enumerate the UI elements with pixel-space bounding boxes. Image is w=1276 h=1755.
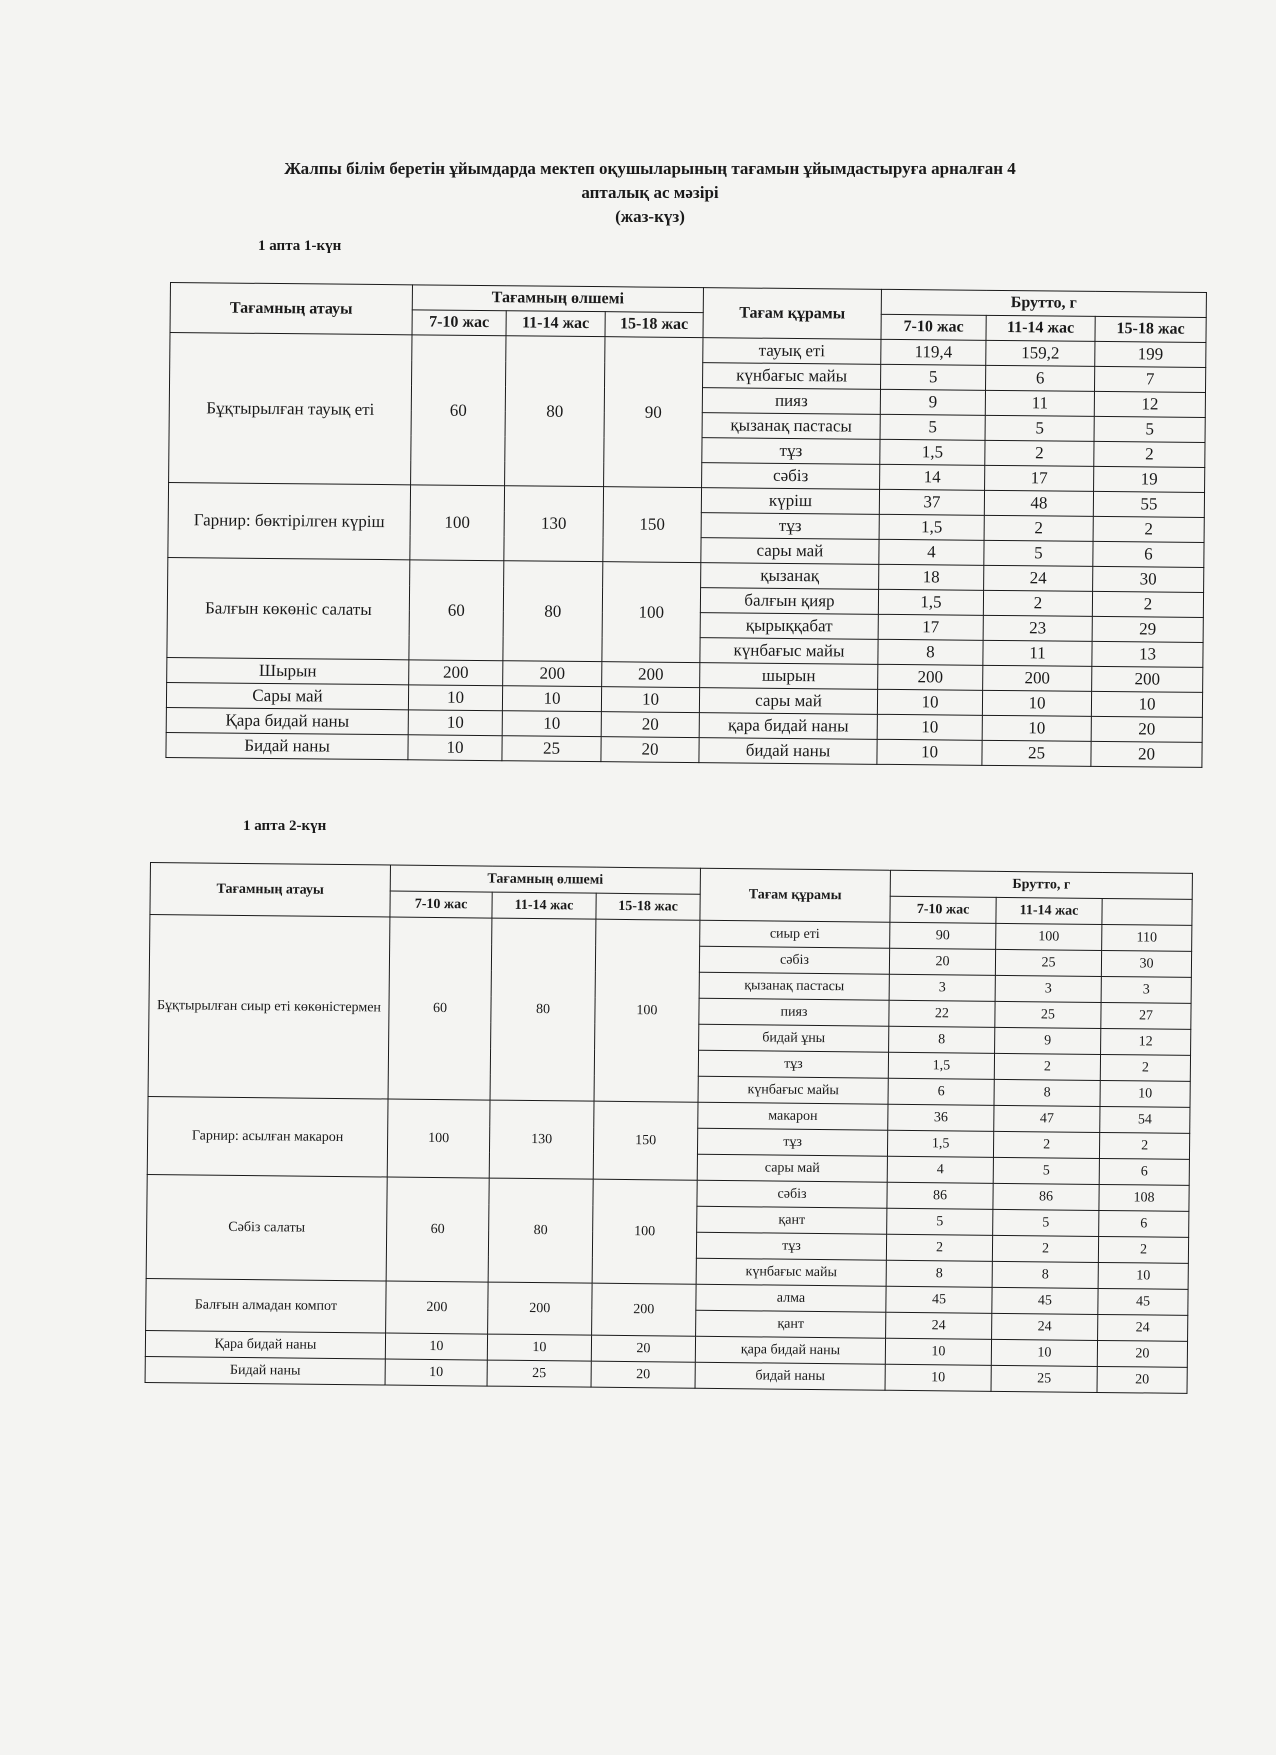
- portion-7-10: 10: [408, 735, 502, 761]
- header-age-15-18: 15-18 жас: [1095, 316, 1206, 342]
- portion-7-10: 60: [411, 335, 506, 486]
- brutto-11-14: 5: [985, 415, 1094, 441]
- ingredient-name: тұз: [696, 1232, 886, 1260]
- brutto-7-10: 10: [885, 1364, 991, 1391]
- portion-11-14: 10: [502, 711, 601, 737]
- brutto-11-14: 2: [983, 590, 1092, 616]
- brutto-15-18: 200: [1092, 666, 1203, 692]
- brutto-11-14: 5: [993, 1209, 1099, 1236]
- ingredient-name: пияз: [702, 388, 880, 415]
- day-1-menu-table: [165, 282, 1207, 768]
- header-age-11-14: 11-14 жас: [506, 311, 605, 337]
- ingredient-name: сары май: [701, 538, 879, 565]
- brutto-7-10: 17: [878, 614, 983, 640]
- brutto-7-10: 14: [880, 464, 985, 490]
- brutto-15-18: 2: [1092, 591, 1203, 617]
- brutto-15-18: 6: [1099, 1158, 1189, 1185]
- brutto-15-18: 10: [1098, 1262, 1188, 1289]
- brutto-11-14: 47: [994, 1105, 1100, 1132]
- portion-15-18: 100: [594, 919, 700, 1102]
- portion-11-14: 130: [504, 486, 604, 562]
- portion-11-14: 80: [503, 561, 603, 662]
- portion-15-18: 20: [601, 737, 699, 763]
- brutto-11-14: 11: [985, 390, 1094, 416]
- ingredient-name: күріш: [701, 488, 879, 515]
- brutto-7-10: 8: [889, 1026, 995, 1053]
- day-2-menu-body: [145, 915, 1192, 1394]
- brutto-7-10: 9: [880, 389, 985, 415]
- brutto-15-18: 27: [1101, 1002, 1191, 1029]
- ingredient-name: сәбіз: [697, 1180, 887, 1208]
- brutto-7-10: 10: [877, 689, 982, 715]
- brutto-11-14: 6: [985, 365, 1094, 391]
- dish-name: Бұқтырылған тауық еті: [169, 333, 412, 485]
- brutto-11-14: 2: [992, 1235, 1098, 1262]
- portion-7-10: 10: [385, 1333, 487, 1360]
- portion-7-10: 60: [386, 1177, 489, 1282]
- brutto-11-14: 10: [982, 690, 1091, 716]
- brutto-7-10: 8: [886, 1260, 992, 1287]
- brutto-15-18: 108: [1099, 1184, 1189, 1211]
- portion-11-14: 80: [488, 1178, 593, 1283]
- dish-name: Балғын алмадан компот: [146, 1278, 387, 1333]
- brutto-7-10: 1,5: [878, 589, 983, 615]
- brutto-7-10: 6: [888, 1078, 994, 1105]
- brutto-7-10: 22: [889, 1000, 995, 1027]
- portion-15-18: 20: [601, 712, 699, 738]
- brutto-7-10: 8: [878, 639, 983, 665]
- brutto-15-18: 24: [1098, 1314, 1188, 1341]
- dish-name: Бұқтырылған сиыр еті көкөністермен: [148, 915, 390, 1100]
- brutto-15-18: 20: [1091, 716, 1202, 742]
- ingredient-name: сары май: [699, 688, 877, 715]
- dish-name: Сары май: [166, 682, 408, 709]
- brutto-7-10: 10: [877, 739, 982, 765]
- brutto-7-10: 5: [881, 364, 986, 390]
- brutto-15-18: 20: [1097, 1366, 1187, 1393]
- portion-7-10: 100: [410, 485, 505, 561]
- ingredient-name: бидай наны: [699, 738, 877, 765]
- header-age-15-18: 15-18 жас: [596, 893, 700, 920]
- brutto-15-18: 10: [1100, 1080, 1190, 1107]
- portion-11-14: 200: [488, 1282, 593, 1335]
- brutto-7-10: 5: [880, 414, 985, 440]
- portion-7-10: 60: [409, 560, 504, 661]
- brutto-11-14: 24: [992, 1313, 1098, 1340]
- brutto-15-18: 20: [1091, 741, 1202, 767]
- header-composition: Тағам құрамы: [703, 288, 881, 340]
- portion-11-14: 25: [502, 736, 601, 762]
- day-1-label: 1 апта 1-күн: [258, 238, 342, 254]
- brutto-7-10: 4: [887, 1156, 993, 1183]
- brutto-7-10: 1,5: [879, 514, 984, 540]
- header-age-15-18: 15-18 жас: [605, 312, 703, 338]
- brutto-15-18: 30: [1093, 566, 1204, 592]
- ingredient-name: тұз: [701, 513, 879, 540]
- dish-name: Шырын: [167, 657, 409, 684]
- document-title: [200, 157, 1100, 229]
- portion-11-14: 200: [503, 661, 602, 687]
- portion-15-18: 150: [593, 1101, 698, 1180]
- brutto-7-10: 86: [887, 1182, 993, 1209]
- ingredient-name: қырыққабат: [700, 613, 878, 640]
- portion-7-10: 10: [408, 685, 502, 711]
- brutto-11-14: 10: [982, 715, 1091, 741]
- header-dish-name: Тағамның атауы: [150, 863, 391, 918]
- brutto-7-10: 37: [879, 489, 984, 515]
- header-age-7-10: 7-10 жас: [390, 891, 492, 918]
- dish-name: Гарнир: бөктірілген күріш: [168, 482, 411, 559]
- portion-7-10: 200: [409, 660, 503, 686]
- brutto-11-14: 2: [985, 440, 1094, 466]
- ingredient-name: шырын: [700, 663, 878, 690]
- header-age-11-14: 11-14 жас: [996, 897, 1102, 924]
- brutto-15-18: 2: [1099, 1132, 1189, 1159]
- brutto-11-14: 8: [992, 1261, 1098, 1288]
- brutto-11-14: 45: [992, 1287, 1098, 1314]
- portion-7-10: 60: [388, 917, 492, 1100]
- brutto-15-18: 13: [1092, 641, 1203, 667]
- brutto-11-14: 100: [996, 923, 1102, 950]
- brutto-15-18: 5: [1094, 416, 1205, 442]
- brutto-15-18: 29: [1092, 616, 1203, 642]
- brutto-15-18: 2: [1098, 1236, 1188, 1263]
- brutto-15-18: 20: [1097, 1340, 1187, 1367]
- header-age-15-18-blank: [1102, 898, 1192, 925]
- portion-15-18: 150: [603, 487, 702, 563]
- header-brutto: Брутто, г: [881, 289, 1206, 317]
- ingredient-name: макарон: [698, 1102, 888, 1130]
- brutto-15-18: 2: [1100, 1054, 1190, 1081]
- brutto-15-18: 45: [1098, 1288, 1188, 1315]
- brutto-7-10: 10: [877, 714, 982, 740]
- ingredient-name: сәбіз: [699, 946, 889, 974]
- header-age-7-10: 7-10 жас: [412, 310, 506, 336]
- brutto-7-10: 20: [889, 948, 995, 975]
- brutto-7-10: 4: [879, 539, 984, 565]
- brutto-11-14: 2: [994, 1053, 1100, 1080]
- brutto-11-14: 10: [991, 1339, 1097, 1366]
- ingredient-name: қызанақ: [701, 563, 879, 590]
- portion-7-10: 10: [408, 710, 502, 736]
- ingredient-name: қызанақ пастасы: [702, 413, 880, 440]
- brutto-11-14: 9: [995, 1027, 1101, 1054]
- header-age-11-14: 11-14 жас: [492, 892, 596, 919]
- ingredient-name: күнбағыс майы: [698, 1076, 888, 1104]
- brutto-11-14: 23: [983, 615, 1092, 641]
- dish-name: Бидай наны: [166, 732, 408, 759]
- brutto-11-14: 8: [994, 1079, 1100, 1106]
- brutto-11-14: 25: [995, 1001, 1101, 1028]
- brutto-7-10: 5: [887, 1208, 993, 1235]
- brutto-11-14: 200: [983, 665, 1092, 691]
- brutto-11-14: 25: [982, 740, 1091, 766]
- title-line-3: (жаз-күз): [615, 207, 685, 226]
- portion-7-10: 100: [387, 1099, 490, 1178]
- brutto-7-10: 24: [886, 1312, 992, 1339]
- dish-name: Қара бидай наны: [145, 1330, 385, 1359]
- title-line-2: апталық ас мәзірі: [581, 183, 719, 202]
- brutto-7-10: 18: [879, 564, 984, 590]
- portion-11-14: 130: [489, 1100, 594, 1179]
- brutto-15-18: 6: [1099, 1210, 1189, 1237]
- brutto-11-14: 5: [993, 1157, 1099, 1184]
- brutto-15-18: 10: [1091, 691, 1202, 717]
- portion-15-18: 20: [591, 1335, 695, 1362]
- ingredient-name: балғын қияр: [700, 588, 878, 615]
- brutto-15-18: 2: [1093, 516, 1204, 542]
- brutto-15-18: 12: [1094, 391, 1205, 417]
- ingredient-name: қара бидай наны: [699, 713, 877, 740]
- ingredient-name: қызанақ пастасы: [699, 972, 889, 1000]
- brutto-15-18: 3: [1101, 976, 1191, 1003]
- ingredient-name: пияз: [699, 998, 889, 1026]
- brutto-11-14: 48: [984, 490, 1093, 516]
- portion-15-18: 100: [592, 1179, 697, 1284]
- title-line-1: Жалпы білім беретін ұйымдарда мектеп оқушыларының тағамын ұйымдастыруға арналған 4: [284, 159, 1016, 178]
- ingredient-name: сары май: [697, 1154, 887, 1182]
- header-portion: Тағамның өлшемі: [412, 285, 703, 313]
- brutto-15-18: 30: [1101, 950, 1191, 977]
- brutto-7-10: 3: [889, 974, 995, 1001]
- header-age-7-10: 7-10 жас: [881, 314, 986, 340]
- brutto-11-14: 3: [995, 975, 1101, 1002]
- ingredient-name: қант: [697, 1206, 887, 1234]
- ingredient-name: бидай ұны: [699, 1024, 889, 1052]
- portion-11-14: 10: [502, 686, 601, 712]
- portion-11-14: 80: [505, 336, 605, 487]
- header-age-11-14: 11-14 жас: [986, 315, 1095, 341]
- brutto-7-10: 1,5: [880, 439, 985, 465]
- dish-name: Бидай наны: [145, 1356, 385, 1385]
- brutto-11-14: 25: [991, 1365, 1097, 1392]
- header-dish-name: Тағамның атауы: [170, 283, 412, 335]
- portion-15-18: 20: [591, 1361, 695, 1388]
- brutto-15-18: 199: [1095, 341, 1206, 367]
- brutto-15-18: 19: [1094, 466, 1205, 492]
- ingredient-name: сәбіз: [702, 463, 880, 490]
- brutto-15-18: 54: [1100, 1106, 1190, 1133]
- portion-15-18: 200: [602, 662, 700, 688]
- ingredient-name: алма: [696, 1284, 886, 1312]
- ingredient-name: күнбағыс майы: [696, 1258, 886, 1286]
- brutto-7-10: 200: [878, 664, 983, 690]
- portion-15-18: 200: [592, 1283, 697, 1336]
- day-1-menu-body: [166, 333, 1206, 768]
- ingredient-name: тұз: [698, 1050, 888, 1078]
- brutto-15-18: 7: [1094, 366, 1205, 392]
- brutto-15-18: 6: [1093, 541, 1204, 567]
- brutto-15-18: 2: [1094, 441, 1205, 467]
- header-composition: Тағам құрамы: [700, 868, 891, 922]
- brutto-7-10: 119,4: [881, 339, 986, 365]
- brutto-7-10: 2: [886, 1234, 992, 1261]
- brutto-7-10: 36: [888, 1104, 994, 1131]
- brutto-11-14: 2: [993, 1131, 1099, 1158]
- brutto-11-14: 2: [984, 515, 1093, 541]
- dish-name: Балғын көкөніс салаты: [167, 557, 410, 659]
- dish-name: Сәбіз салаты: [146, 1174, 387, 1281]
- brutto-15-18: 110: [1102, 924, 1192, 951]
- ingredient-name: күнбағыс майы: [703, 363, 881, 390]
- header-portion: Тағамның өлшемі: [390, 865, 700, 894]
- brutto-11-14: 86: [993, 1183, 1099, 1210]
- brutto-7-10: 1,5: [888, 1052, 994, 1079]
- portion-15-18: 90: [604, 337, 703, 488]
- ingredient-name: тұз: [702, 438, 880, 465]
- portion-15-18: 10: [601, 687, 699, 713]
- header-age-7-10: 7-10 жас: [890, 896, 996, 923]
- brutto-7-10: 10: [885, 1338, 991, 1365]
- portion-11-14: 10: [487, 1334, 591, 1361]
- ingredient-name: күнбағыс майы: [700, 638, 878, 665]
- header-brutto: Брутто, г: [890, 870, 1192, 899]
- ingredient-name: тауық еті: [703, 338, 881, 365]
- portion-7-10: 10: [385, 1359, 487, 1386]
- brutto-7-10: 45: [886, 1286, 992, 1313]
- brutto-7-10: 90: [890, 922, 996, 949]
- ingredient-name: қант: [696, 1310, 886, 1338]
- brutto-7-10: 1,5: [887, 1130, 993, 1157]
- brutto-11-14: 159,2: [986, 340, 1095, 366]
- ingredient-name: бидай наны: [695, 1362, 885, 1390]
- brutto-11-14: 24: [984, 565, 1093, 591]
- day-2-label: 1 апта 2-күн: [243, 818, 327, 834]
- brutto-15-18: 55: [1093, 491, 1204, 517]
- ingredient-name: тұз: [697, 1128, 887, 1156]
- brutto-11-14: 25: [995, 949, 1101, 976]
- brutto-11-14: 17: [985, 465, 1094, 491]
- portion-7-10: 200: [386, 1281, 489, 1334]
- dish-name: Қара бидай наны: [166, 707, 408, 734]
- dish-name: Гарнир: асылған макарон: [147, 1096, 388, 1177]
- brutto-11-14: 11: [983, 640, 1092, 666]
- ingredient-name: сиыр еті: [700, 920, 890, 948]
- brutto-15-18: 12: [1101, 1028, 1191, 1055]
- brutto-11-14: 5: [984, 540, 1093, 566]
- portion-15-18: 100: [602, 562, 701, 663]
- portion-11-14: 25: [487, 1360, 591, 1387]
- portion-11-14: 80: [490, 918, 596, 1101]
- ingredient-name: қара бидай наны: [695, 1336, 885, 1364]
- day-2-menu-table: [145, 862, 1193, 1394]
